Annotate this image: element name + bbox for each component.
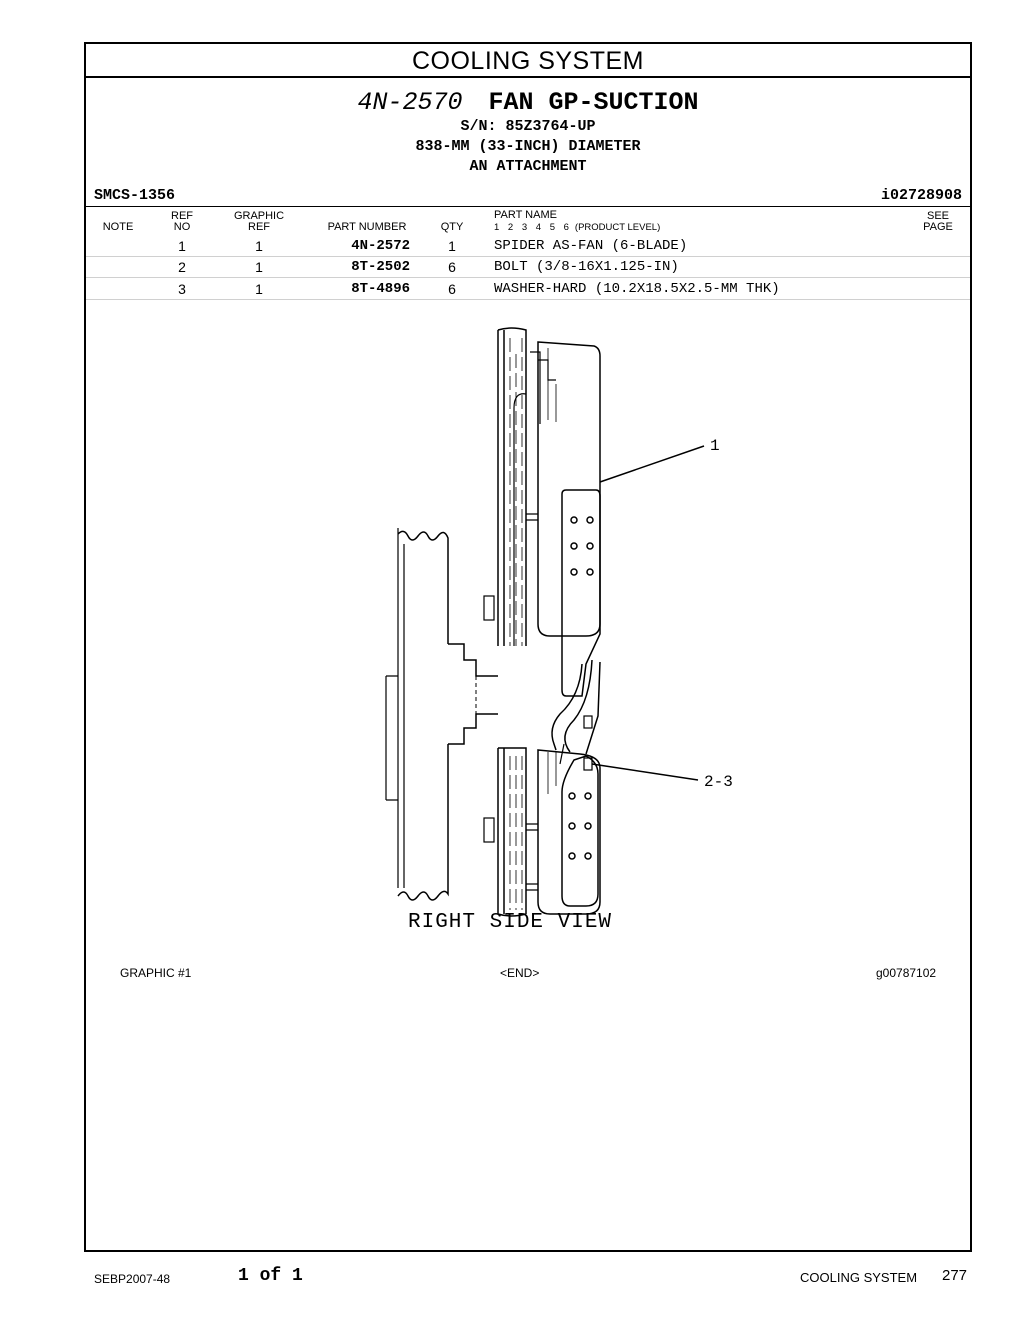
graphic-id: g00787102 [876,966,937,980]
col-ref-no [164,211,200,233]
quantity: 6 [448,259,456,275]
col-see-page [918,211,958,233]
callout-2-3: 2-3 [704,773,733,791]
footer-page-of: 1 of 1 [238,1266,303,1286]
graphic-ref: 1 [255,281,263,297]
center-bolt [584,716,592,728]
pulley-top-grooves [398,531,448,644]
callout-1: 1 [710,437,720,455]
col-graphic-ref-line2: REF [248,221,270,233]
center-crossing-a [552,664,582,750]
product-level-label: (PRODUCT LEVEL) [574,222,661,233]
product-levels [494,222,660,233]
upper-bolt-holes [571,517,593,575]
attachment-note: AN ATTACHMENT [469,158,587,175]
ref-no: 3 [178,281,186,297]
part-name: WASHER-HARD (10.2X18.5X2.5-MM THK) [494,281,780,297]
page-frame [84,42,972,1252]
upper-blade [538,342,600,636]
document-id: i02728908 [880,187,962,204]
hub-bolt-upper [484,596,494,620]
pulley-bottom-grooves [398,744,448,900]
table-row [86,279,970,300]
lower-hub-hatch [510,756,522,910]
lower-mount-plate [562,756,598,906]
col-graphic-ref-line1: GRAPHIC [233,210,285,222]
part-number: 8T-2502 [351,259,410,275]
graphic-label: GRAPHIC #1 [120,966,192,980]
fan-right-side-view-drawing [86,324,970,964]
diameter-spec: 838-MM (33-INCH) DIAMETER [415,138,641,155]
ref-no: 1 [178,238,186,254]
smcs-code: SMCS-1356 [94,187,176,204]
callout-2-3-leader [592,764,698,780]
table-row [86,257,970,278]
part-name: BOLT (3/8-16X1.125-IN) [494,259,679,275]
col-note: NOTE [102,221,134,233]
footer-section: COOLING SYSTEM [800,1270,918,1285]
graphic-ref: 1 [255,238,263,254]
part-number: 4N-2572 [351,238,410,254]
lower-bolt-holes [569,793,591,859]
quantity: 6 [448,281,456,297]
col-part-name: PART NAME [494,209,557,221]
footer-doc-id: SEBP2007-48 [94,1272,171,1286]
upper-mount-plate [562,490,600,696]
group-part-number: 4N-2570 [357,88,463,117]
graphic-ref: 1 [255,259,263,275]
level-numbers: 1 2 3 4 5 6 [494,222,569,233]
upper-hub-hatch [510,338,522,646]
pulley-hub-step-top [448,644,498,676]
header-divider [86,206,970,207]
end-marker: <END> [500,966,540,980]
col-part-number: PART NUMBER [327,221,407,233]
part-name: SPIDER AS-FAN (6-BLADE) [494,238,688,254]
quantity: 1 [448,238,456,254]
callout-1-leader [600,446,704,482]
col-see-page-line2: PAGE [923,221,953,233]
hub-bolt-lower [484,818,494,842]
col-see-page-line1: SEE [926,210,949,222]
ref-no: 2 [178,259,186,275]
section-title: COOLING SYSTEM [86,44,970,78]
col-graphic-ref [229,211,289,233]
serial-number: S/N: 85Z3764-UP [460,118,596,135]
pulley-left [398,528,404,888]
col-ref-no-line2: NO [173,221,191,233]
col-qty: QTY [440,221,464,233]
part-number: 8T-4896 [351,281,410,297]
shaft-stub [386,676,398,800]
col-ref-no-line1: REF [171,210,193,222]
pulley-hub-step-bottom [448,714,498,744]
group-title [86,88,970,117]
group-name: FAN GP-SUCTION [488,88,699,117]
view-caption-text: RIGHT SIDE VIEW [408,911,613,934]
table-row [86,236,970,257]
footer-page-number: 277 [942,1267,968,1284]
lower-blade [538,750,600,914]
